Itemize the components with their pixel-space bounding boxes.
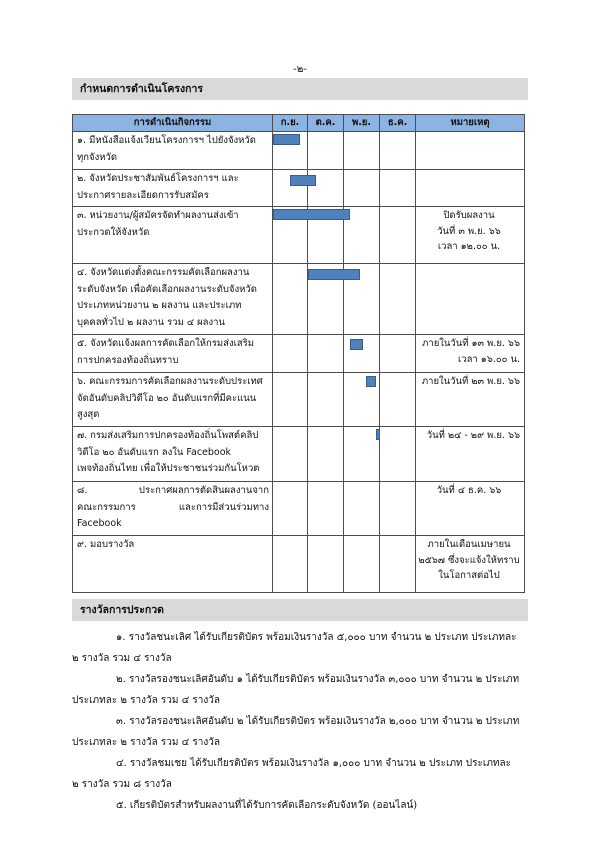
prize-item-line: ๒. รางวัลรองชนะเลิศอันดับ ๑ ได้รับเกียรติบัตร พร้อมเงินรางวัล ๓,๐๐๐ บาท จำนวน ๒ ประเภท: [116, 674, 520, 685]
gantt-cell-dec: [380, 170, 416, 207]
activity-column-header: การดำเนินกิจกรรม: [73, 115, 273, 132]
gantt-cell-nov: [344, 373, 380, 427]
remark-line: ภายในวันที่ ๒๓ พ.ย. ๖๖: [421, 376, 520, 387]
activity-line: ๒. จังหวัดประชาสัมพันธ์โครงการฯ และ: [77, 173, 239, 184]
remarks-column-header: หมายเหตุ: [416, 115, 525, 132]
gantt-cell-nov: [344, 427, 380, 482]
gantt-cell-nov: [344, 132, 380, 170]
prize-item-line: ๒ รางวัล รวม ๘ รางวัล: [72, 779, 172, 790]
activity-line: วิดีโอ ๒๐ อันดับแรก ลงใน Facebook: [77, 446, 232, 458]
activity-line: ประกาศรายละเอียดการรับสมัคร: [77, 189, 209, 201]
activity-cell: [73, 373, 273, 427]
page-number: -๒-: [293, 64, 307, 75]
schedule-row: [73, 536, 525, 593]
gantt-bar: [273, 134, 300, 145]
activity-cell: [73, 335, 273, 373]
gantt-bar: [273, 209, 308, 220]
gantt-cell-sep: [273, 132, 308, 170]
gantt-cell-oct: [308, 132, 344, 170]
activity-line: ทุกจังหวัด: [77, 151, 117, 163]
schedule-row: [73, 427, 525, 482]
gantt-cell-nov: [344, 482, 380, 536]
gantt-cell-nov: [344, 264, 380, 335]
remarks-cell: [416, 264, 525, 335]
remarks-cell: [416, 482, 525, 536]
prize-item-line: ๕. เกียรติบัตรสำหรับผลงานที่ได้รับการคัดเลือกระดับจังหวัด (ออนไลน์): [116, 800, 418, 811]
remark-line: วันที่ ๓ พ.ย. ๖๖: [437, 225, 501, 237]
schedule-table: [72, 114, 525, 593]
gantt-cell-oct: [308, 482, 344, 536]
gantt-cell-oct: [308, 264, 344, 335]
month-header-nov: พ.ย.: [344, 115, 380, 132]
prizes-heading: รางวัลการประกวด: [72, 599, 528, 621]
activity-cell: [73, 427, 273, 482]
gantt-cell-dec: [380, 373, 416, 427]
prize-item-line: ๓. รางวัลรองชนะเลิศอันดับ ๒ ได้รับเกียรติบัตร พร้อมเงินรางวัล ๒,๐๐๐ บาท จำนวน ๒ ประเภท: [116, 716, 520, 727]
month-header-oct: ต.ค.: [308, 115, 344, 132]
activity-line: ๗. กรมส่งเสริมการปกครองท้องถิ่นโพสต์คลิป: [77, 430, 259, 441]
gantt-bar: [344, 269, 360, 280]
prize-item-line: ๔. รางวัลชมเชย ได้รับเกียรติบัตร พร้อมเงินรางวัล ๑,๐๐๐ บาท จำนวน ๒ ประเภท ประเภทละ: [116, 758, 511, 769]
activity-line: ๑. มีหนังสือแจ้งเวียนโครงการฯ ไปยังจังหวัด: [77, 135, 256, 146]
schedule-row: [73, 170, 525, 207]
activity-line: ๘. ประกาศผลการตัดสินผลงานจาก: [77, 485, 269, 496]
gantt-bar: [308, 209, 344, 220]
remark-line: ภายในเดือนเมษายน: [427, 539, 511, 550]
gantt-bar: [308, 175, 316, 186]
month-header-dec: ธ.ค.: [380, 115, 416, 132]
activity-line: คณะกรรมการ และการมีส่วนร่วมทาง: [77, 501, 269, 513]
activity-cell: [73, 264, 273, 335]
gantt-cell-sep: [273, 482, 308, 536]
schedule-row: [73, 335, 525, 373]
schedule-heading: กำหนดการดำเนินโครงการ: [72, 78, 528, 100]
prize-item-line: ๑. รางวัลชนะเลิศ ได้รับเกียรติบัตร พร้อมเงินรางวัล ๕,๐๐๐ บาท จำนวน ๒ ประเภท ประเภทละ: [116, 632, 517, 643]
gantt-cell-oct: [308, 536, 344, 593]
prize-item-line: ประเภทละ ๒ รางวัล รวม ๔ รางวัล: [72, 737, 221, 748]
gantt-cell-sep: [273, 170, 308, 207]
activity-line: ๖. คณะกรรมการคัดเลือกผลงานระดับประเทศ: [77, 376, 263, 387]
gantt-cell-dec: [380, 482, 416, 536]
activity-line: บุคคลทั่วไป ๒ ผลงาน รวม ๔ ผลงาน: [77, 316, 225, 328]
activity-cell: [73, 207, 273, 264]
activity-line: ระดับจังหวัด เพื่อคัดเลือกผลงานระดับจังหวัด: [77, 283, 257, 295]
remark-line: ๒๕๖๗ ซึ่งจะแจ้งให้ทราบ: [418, 554, 520, 566]
remarks-cell: [416, 335, 525, 373]
prize-item-line: ประเภทละ ๒ รางวัล รวม ๔ รางวัล: [72, 695, 221, 706]
remarks-cell: [416, 427, 525, 482]
activity-line: สูงสุด: [77, 409, 100, 420]
gantt-cell-nov: [344, 335, 380, 373]
remark-line: วันที่ ๔ ธ.ค. ๖๖: [436, 485, 502, 496]
remarks-cell: [416, 373, 525, 427]
activity-line: ๓. หน่วยงาน/ผู้สมัครจัดทำผลงานส่งเข้า: [77, 210, 239, 221]
gantt-cell-nov: [344, 536, 380, 593]
activity-line: ๔. จังหวัดแต่งตั้งคณะกรรมคัดเลือกผลงาน: [77, 267, 250, 278]
gantt-bar: [344, 209, 350, 220]
gantt-cell-nov: [344, 207, 380, 264]
gantt-cell-sep: [273, 335, 308, 373]
activity-line: Facebook: [77, 518, 122, 529]
gantt-cell-dec: [380, 264, 416, 335]
gantt-cell-nov: [344, 170, 380, 207]
prize-item-line: ๒ รางวัล รวม ๔ รางวัล: [72, 653, 172, 664]
remark-line: เวลา ๑๖.๐๐ น.: [458, 353, 520, 365]
schedule-row: [73, 207, 525, 264]
gantt-cell-sep: [273, 536, 308, 593]
remark-line: ภายในวันที่ ๑๓ พ.ย. ๖๖: [422, 338, 520, 349]
gantt-cell-sep: [273, 264, 308, 335]
gantt-cell-oct: [308, 170, 344, 207]
gantt-cell-sep: [273, 427, 308, 482]
activity-cell: [73, 482, 273, 536]
activity-line: จัดอันดับคลิปวิดีโอ ๒๐ อันดับแรกที่มีคะแนน: [77, 392, 257, 404]
activity-line: ๕. จังหวัดแจ้งผลการคัดเลือกให้กรมส่งเสริม: [77, 338, 255, 349]
activity-cell: [73, 132, 273, 170]
gantt-bar: [350, 339, 363, 350]
activity-line: ๙. มอบรางวัล: [77, 539, 135, 550]
schedule-row: [73, 264, 525, 335]
schedule-row: [73, 482, 525, 536]
schedule-row: [73, 373, 525, 427]
gantt-bar: [308, 269, 344, 280]
gantt-cell-dec: [380, 207, 416, 264]
prize-list: [72, 627, 532, 816]
activity-line: ประเภทหน่วยงาน ๒ ผลงาน และประเภท: [77, 300, 242, 311]
gantt-cell-sep: [273, 373, 308, 427]
remark-line: เวลา ๑๒.๐๐ น.: [437, 241, 501, 252]
activity-line: เพจท้องถิ่นไทย เพื่อให้ประชาชนร่วมกันโหวต: [77, 463, 260, 474]
activity-line: ประกวดให้จังหวัด: [77, 226, 150, 238]
activity-cell: [73, 536, 273, 593]
month-header-sep: ก.ย.: [273, 115, 308, 132]
gantt-cell-oct: [308, 335, 344, 373]
remarks-cell: [416, 132, 525, 170]
remark-line: ปิดรับผลงาน: [443, 210, 495, 221]
remarks-cell: [416, 536, 525, 593]
gantt-cell-dec: [380, 536, 416, 593]
remark-line: ในโอกาสต่อไป: [438, 570, 500, 581]
activity-line: การปกครองท้องถิ่นทราบ: [77, 354, 179, 366]
gantt-cell-sep: [273, 207, 308, 264]
gantt-cell-oct: [308, 373, 344, 427]
schedule-row: [73, 132, 525, 170]
gantt-cell-dec: [380, 427, 416, 482]
gantt-cell-oct: [308, 207, 344, 264]
remarks-cell: [416, 170, 525, 207]
schedule-header-row: [73, 115, 525, 132]
gantt-cell-dec: [380, 132, 416, 170]
remark-line: วันที่ ๒๔ - ๒๙ พ.ย. ๖๖: [426, 430, 520, 441]
gantt-bar: [366, 376, 376, 387]
activity-cell: [73, 170, 273, 207]
gantt-cell-oct: [308, 427, 344, 482]
gantt-bar: [290, 175, 308, 186]
gantt-cell-dec: [380, 335, 416, 373]
remarks-cell: [416, 207, 525, 264]
